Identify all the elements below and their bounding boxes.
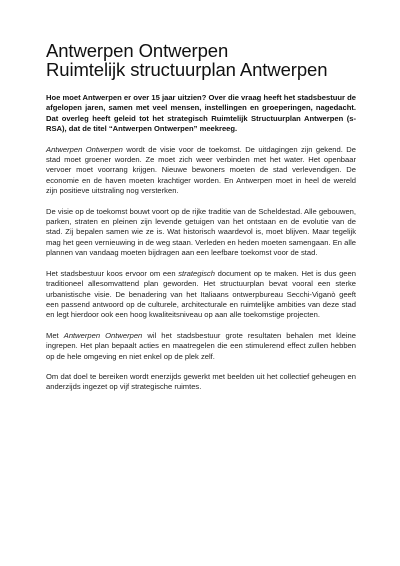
heading-block — [46, 41, 356, 79]
paragraph-goal: Om dat doel te bereiken wordt enerzijds gewerkt met beelden uit het collectief geheugen en anderzijds ingezet op vijf strategische ruimtes. — [46, 371, 356, 392]
paragraph-results-after: wil het stadsbestuur grote resultaten behalen met kleine ingrepen. Het plan bepaalt acties en maatregelen die een stimulerend effect zullen hebben op de hele omgeving en niet enkel op de plek zelf. — [46, 330, 356, 361]
paragraph-strategic-before: Het stadsbestuur koos ervoor om een — [46, 268, 179, 278]
paragraph-vision — [46, 145, 356, 197]
paragraph-tradition: De visie op de toekomst bouwt voort op de rijke traditie van de Scheldestad. Alle gebouwen, parken, straten en pleinen zijn levende getuigen van het ontstaan en de evolutie van de stad. Zij bepalen samen wie ze is. Wat historisch waardevol is, moet blijven. Maar tegelijk mag het geen vernieuwing in de weg staan. Verleden en heden moeten samengaan. En alle plannen van vandaag moeten bijdragen aan een leefbare toekomst voor de stad. — [46, 206, 356, 258]
page-title: Antwerpen Ontwerpen — [46, 40, 229, 61]
page-content — [46, 41, 356, 403]
paragraph-strategic-after: document op te maken. Het is dus geen traditioneel allesomvattend plan geworden. Het structuurplan bevat vooral een sterke urbanistische visie. De benadering van het Italiaans ontwerpbureau Secchi-Viganò geeft een passend antwoord op de culturele, architecturale en ruimtelijke ambities van deze stad en legt hierdoor ook een hoog kwaliteitsniveau op aan alle toekomstige projecten. — [46, 268, 356, 320]
paragraph-vision-text: wordt de visie voor de toekomst. De uitdagingen zijn gekend. De stad moet groener worden. Ze moet zich weer verbinden met het water. Het openbaar vervoer moet voorrang krijgen. Nieuwe bewoners moeten de stad verlevendigen. De economie en de haven moeten krachtiger worden. En Antwerpen moet in heel de wereld zijn positieve uitstraling nog versterken. — [46, 144, 356, 196]
paragraph-results-emph: Antwerpen Ontwerpen — [63, 330, 143, 340]
paragraph-vision-lead: Antwerpen Ontwerpen — [46, 144, 123, 154]
paragraph-strategic — [46, 269, 356, 321]
page-subtitle: Ruimtelijk structuurplan Antwerpen — [46, 59, 328, 80]
paragraph-results — [46, 331, 356, 362]
paragraph-strategic-emph: strategisch — [178, 268, 215, 278]
intro-paragraph: Hoe moet Antwerpen er over 15 jaar uitzien? Over die vraag heeft het stadsbestuur de afgelopen jaren, samen met veel mensen, instellingen en groeperingen, nagedacht. Dat overleg heeft geleid tot het strategisch Ruimtelijk Structuurplan Antwerpen (s-RSA), dat de titel “Antwerpen Ontwerpen” meekreeg. — [46, 93, 356, 134]
paragraph-results-before: Met — [46, 330, 64, 340]
